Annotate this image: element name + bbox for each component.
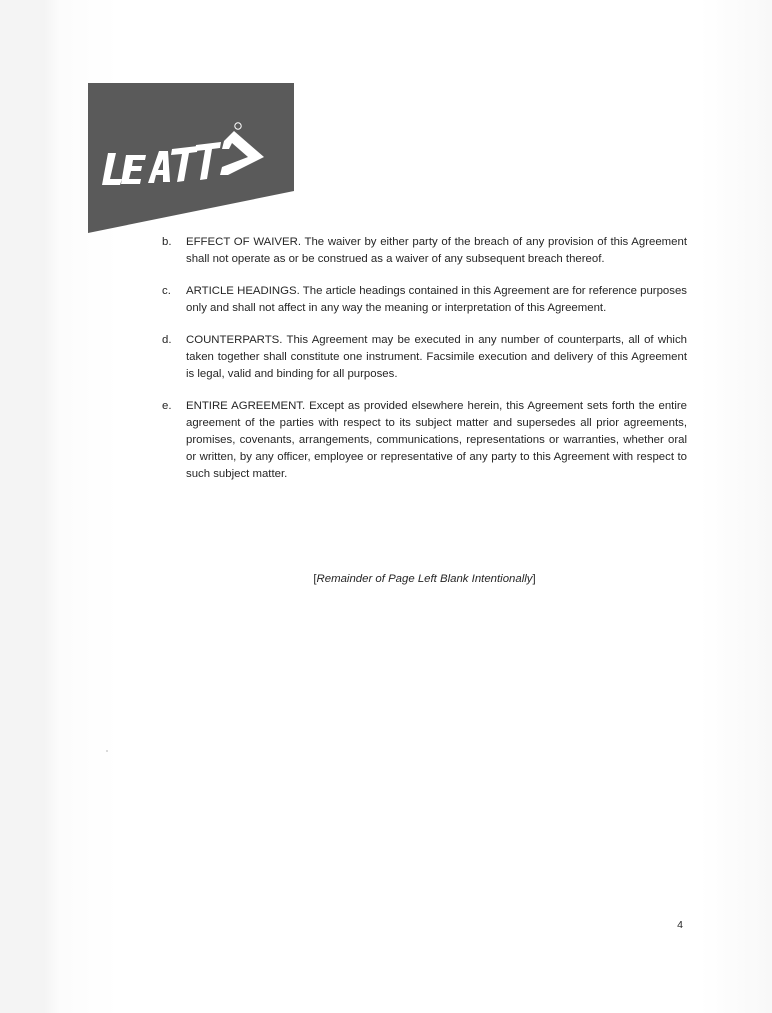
clause-letter: b. [162, 236, 172, 248]
clause-text: EFFECT OF WAIVER. The waiver by either party of the breach of any provision of this Agreement shall not operate as or be construed as a waiver of any subsequent breach thereof. [186, 236, 687, 265]
clause-effect-of-waiver [162, 234, 687, 268]
open-bracket: [ [313, 573, 317, 585]
clause-letter: c. [162, 285, 171, 297]
remainder-text: Remainder of Page Left Blank Intentionally [316, 573, 533, 585]
agreement-clauses [162, 234, 687, 498]
clause-letter: e. [162, 400, 172, 412]
clause-text: COUNTERPARTS. This Agreement may be executed in any number of counterparts, all of which taken together shall constitute one instrument. Facsimile execution and delivery of this Agreement is legal, valid and binding for all purposes. [186, 334, 687, 380]
logo-background [88, 83, 294, 233]
remainder-blank-notice [162, 571, 687, 588]
page-number: 4 [677, 919, 683, 931]
leatt-logo [88, 83, 294, 233]
close-bracket: ] [532, 573, 536, 585]
clause-article-headings [162, 283, 687, 317]
clause-text: ENTIRE AGREEMENT. Except as provided elsewhere herein, this Agreement sets forth the entire agreement of the parties with respect to its subject matter and supersedes all prior agreements, promises, covenants, arrangements, communications, representations or warranties, whether oral or written, by any officer, employee or representative of any party to this Agreement with respect to such subject matter. [186, 400, 687, 480]
scan-speck [106, 750, 108, 752]
clause-entire-agreement [162, 398, 687, 483]
clause-letter: d. [162, 334, 172, 346]
clause-text: ARTICLE HEADINGS. The article headings contained in this Agreement are for reference purposes only and shall not affect in any way the meaning or interpretation of this Agreement. [186, 285, 687, 314]
clause-counterparts [162, 332, 687, 383]
